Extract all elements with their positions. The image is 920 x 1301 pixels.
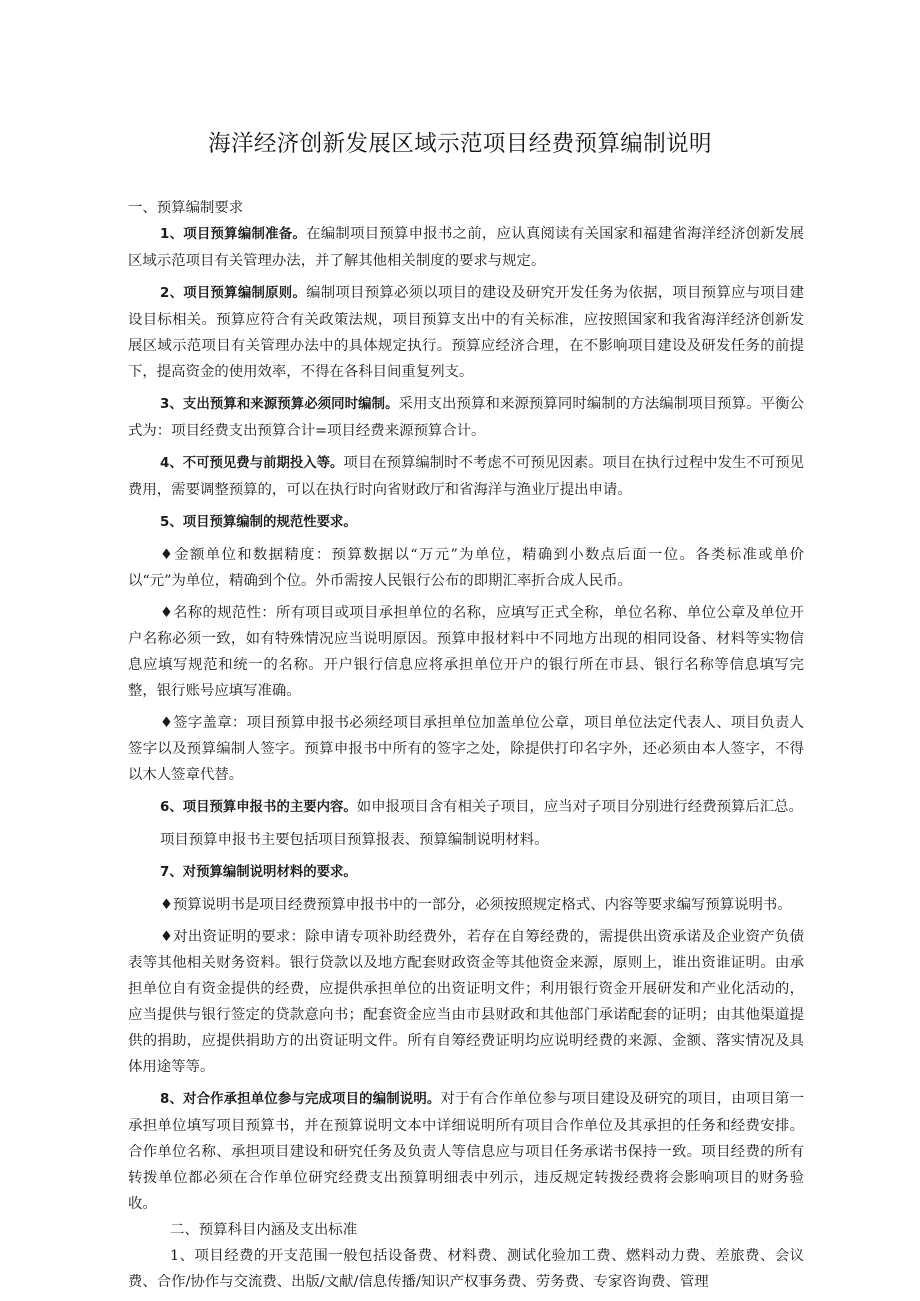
paragraph-item-7 [128,859,804,886]
item-4-text: 项目在预算编制时不考虑不可预见因素。项目在执行过程中发生不可预见费用，需要调整预算的，可以在执行时向省财政厅和省海洋与渔业厅提出申请。 [128,455,804,498]
bullet-name-standard: ♦名称的规范性：所有项目或项目承担单位的名称，应填写正式全称，单位名称、单位公章及单位开户名称必须一致，如有特殊情况应当说明原因。预算申报材料中不同地方出现的相同设备、材料等实物信息应填写规范和统一的名称。开户银行信息应将承担单位开户的银行所在市县、银行名称等信息填写完整，银行账号应填写准确。 [128,605,804,699]
item-6-lead: 6、项目预算申报书的主要内容。 [160,800,357,815]
section-2-heading: 二、预算科目内涵及支出标准 [170,1222,358,1238]
paragraph-item-8 [128,1086,804,1217]
document-title: 海洋经济创新发展区域示范项目经费预算编制说明 [208,131,712,157]
item-8-text: 对于有合作单位参与项目建设及研究的项目，由项目第一承担单位填写项目预算书，并在预算说明文本中详细说明所有项目合作单位及其承担的任务和经费安排。合作单位名称、承担项目建设和研究任务及负责人等信息应与项目任务承诺书保持一致。项目经费的所有转拨单位都必须在合作单位研究经费支出预算明细表中列示，违反规定转拨经费将会影响项目的财务验收。 [128,1091,804,1212]
item-3-text: 采用支出预算和来源预算同时编制的方法编制项目预算。平衡公式为：项目经费支出预算合计=项目经费来源预算合计。 [128,396,804,439]
item-4-lead: 4、不可预见费与前期投入等。 [160,456,344,471]
paragraph-item-2 [128,280,804,385]
paragraph-item-5 [128,509,804,536]
bullet-amount-precision: ♦金额单位和数据精度：预算数据以“万元”为单位，精确到小数点后面一位。各类标准或单价以“元”为单位，精确到个位。外币需按人民银行公布的即期汇率折合成人民币。 [128,547,804,589]
item-1-text: 在编制项目预算申报书之前，应认真阅读有关国家和福建省海洋经济创新发展区域示范项目有关管理办法，并了解其他相关制度的要求与规定。 [128,226,804,269]
document-body [128,195,804,1295]
bullet-funding-proof: ♦对出资证明的要求：除申请专项补助经费外，若存在自筹经费的，需提供出资承诺及企业资产负债表等其他相关财务资料。银行贷款以及地方配套财政资金等其他资金来源，原则上，谁出资谁证明。由承担单位自有资金提供的经费，应提供承担单位的出资证明文件；利用银行资金开展研发和产业化活动的，应当提供与银行签定的贷款意向书；配套资金应当由市县财政和其他部门承诺配套的证明；由其他渠道提供的捐助，应提供捐助方的出资证明文件。所有自筹经费证明均应说明经费的来源、金额、落实情况及具体用途等等。 [128,929,804,1075]
bullet-signature-seal: ♦签字盖章：项目预算申报书必须经项目承担单位加盖单位公章，项目单位法定代表人、项目负责人签字以及预算编制人签字。预算申报书中所有的签字之处，除提供打印名字外，还必须由本人签字，不得以木人签章代替。 [128,715,804,783]
paragraph-item-4 [128,450,804,503]
item-8-lead: 8、对合作承担单位参与完成项目的编制说明。 [160,1092,441,1107]
paragraph-item-1 [128,221,804,274]
item-3-lead: 3、支出预算和来源预算必须同时编制。 [160,397,399,412]
item-6-text: 如申报项目含有相关子项目，应当对子项目分别进行经费预算后汇总。 [356,799,803,815]
section-1-heading: 一、预算编制要求 [128,200,244,216]
item-2-text: 编制项目预算必须以项目的建设及研究开发任务为依据，项目预算应与项目建设目标相关。预算应符合有关政策法规，项目预算支出中的有关标准，应按照国家和我省海洋经济创新发展区域示范项目有关管理办法中的具体规定执行。预算应经济合理，在不影响项目建设及研发任务的前提下，提高资金的使用效率，不得在各科目间重复列支。 [128,285,804,380]
item-7-lead: 7、对预算编制说明材料的要求。 [160,865,357,880]
item-2-lead: 2、项目预算编制原则。 [160,286,307,301]
paragraph-item-6 [128,794,804,821]
section-2-item-1: 1、项目经费的开支范围一般包括设备费、材料费、测试化验加工费、燃料动力费、差旅费、会议费、合作/协作与交流费、出版/文献/信息传播/知识产权事务费、劳务费、专家咨询费、管理 [128,1248,804,1290]
bullet-budget-description: ♦预算说明书是项目经费预算申报书中的一部分，必须按照规定格式、内容等要求编写预算说明书。 [160,897,792,913]
paragraph-item-6-extra: 项目预算申报书主要包括项目预算报表、预算编制说明材料。 [160,832,549,848]
item-5-lead: 5、项目预算编制的规范性要求。 [160,515,357,530]
paragraph-item-3 [128,391,804,444]
item-1-lead: 1、项目预算编制准备。 [160,227,307,242]
